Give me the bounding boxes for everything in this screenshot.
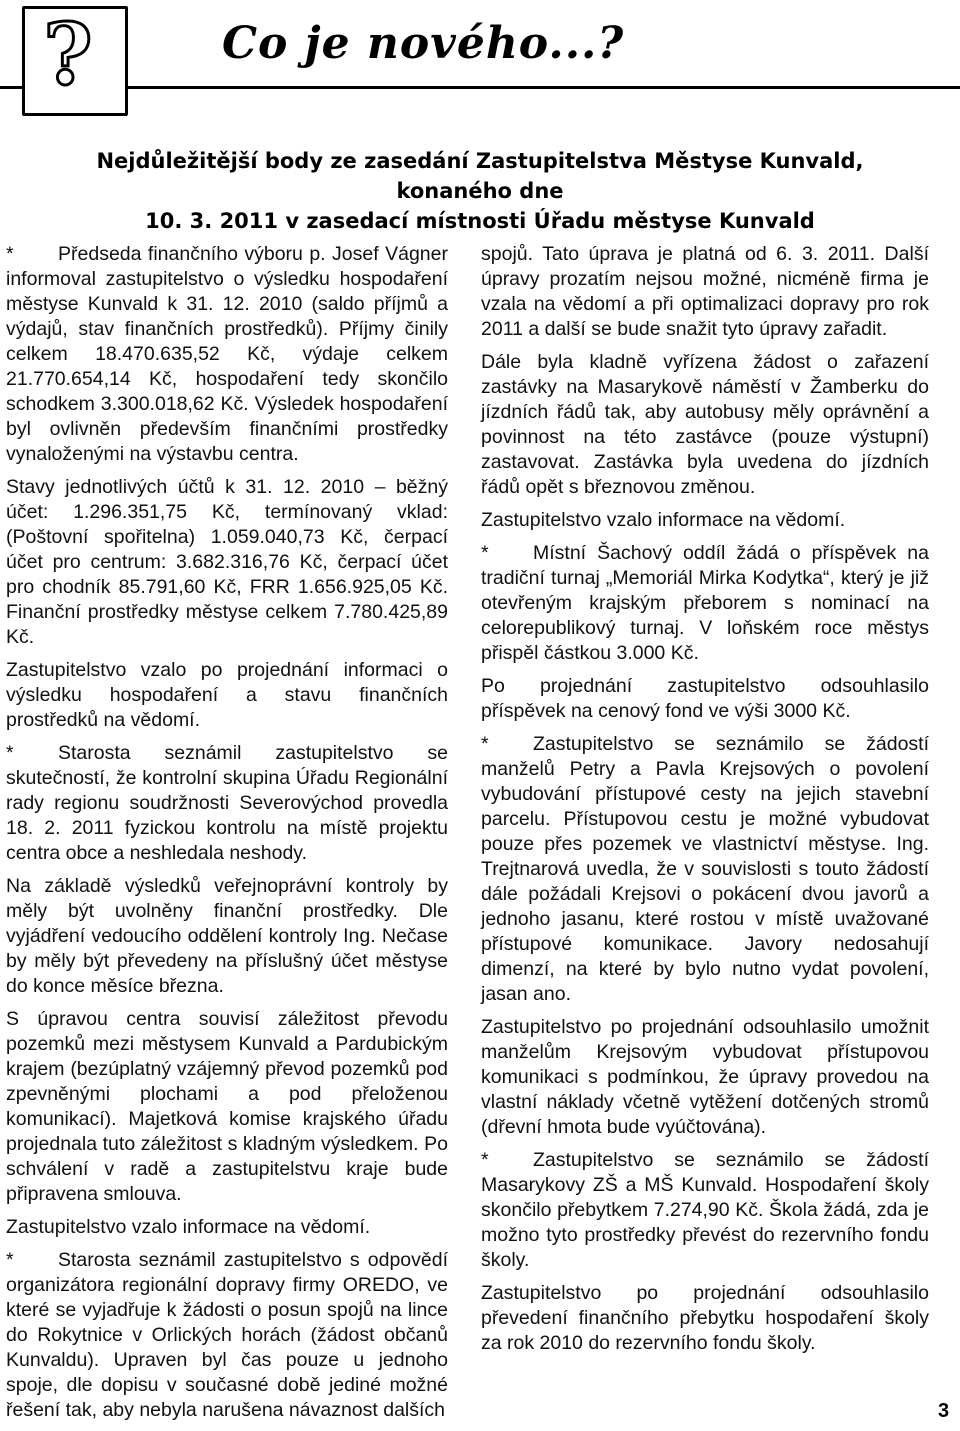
bullet-star-icon: * — [6, 243, 14, 265]
paragraph — [6, 874, 448, 999]
paragraph-text: Místní Šachový oddíl žádá o příspěvek na tradiční turnaj „Memoriál Mirka Kodytka“, který je již otevřeným krajským přeborem s nominací na celorepublikový turnaj. V loňském roce městys přispěl částkou 3.000 Kč. — [481, 542, 929, 664]
paragraph — [481, 1148, 929, 1273]
paragraph-text: Zastupitelstvo vzalo informace na vědomí. — [481, 509, 846, 531]
paragraph-text: Zastupitelstvo vzalo informace na vědomí. — [6, 1216, 371, 1238]
paragraph-text: Starosta seznámil zastupitelstvo s odpovědí organizátora regionální dopravy firmy OREDO, ve které se vyjadřuje k žádosti o posun spojů na lince do Rokytnice v Orlických horách (žádost občanů Kunvaldu). Upraven byl čas pouze u jednoho spoje, dle dopisu v současné době jediné možné řešení tak, aby nebyla narušena návaznost dalších — [6, 1249, 448, 1421]
bullet-star-icon: * — [6, 742, 14, 764]
article-headline — [40, 146, 920, 236]
bullet-star-icon: * — [481, 542, 489, 564]
headline-line-1: Nejdůležitější body ze zasedání Zastupitelstva Městyse Kunvald, konaného dne — [96, 149, 864, 203]
paragraph-text: Zastupitelstvo se seznámilo se žádostí manželů Petry a Pavla Krejsových o povolení vybudování přístupové cesty na jejich stavební parcelu. Přístupovou cestu je možné vybudovat pouze přes pozemek ve vlastnictví městyse. Ing. Trejtnarová uvedla, že v souvislosti s touto žádostí dále požádali Krejsovi o pokácení dvou javorů a jednoho jasanu, které rostou v místě uvažované přístupové komunikace. Javory nedosahují dimenzí, na které by bylo nutno vydat povolení, jasan ano. — [481, 733, 929, 1005]
paragraph-text: Předseda finančního výboru p. Josef Vágner informoval zastupitelstvo o výsledku hospodaření městyse Kunvald k 31. 12. 2010 (saldo příjmů a výdajů, stav finančních prostředků). Příjmy činily celkem 18.470.635,52 Kč, výdaje celkem 21.770.654,14 Kč, hospodaření tedy skončilo schodkem 3.300.018,62 Kč. Výsledek hospodaření byl ovlivněn především finančními prostředky vynaloženými na výstavbu centra. — [6, 243, 448, 465]
paragraph-text: Dále byla kladně vyřízena žádost o zařazení zastávky na Masarykově náměstí v Žamberku do jízdních řádů tak, aby autobusy měly oprávnění a povinnost na této zastávce (pouze výstupní) zastavovat. Zastávka byla uvedena do jízdních řádů opět s březnovou změnou. — [481, 351, 929, 498]
paragraph — [481, 674, 929, 724]
paragraph — [481, 732, 929, 1007]
paragraph — [6, 741, 448, 866]
paragraph — [6, 1007, 448, 1207]
paragraph — [481, 242, 929, 342]
header-rule-left — [0, 86, 22, 89]
section-title: Co je nového...? — [222, 18, 625, 69]
paragraph — [481, 350, 929, 500]
paragraph — [6, 1248, 448, 1423]
headline-line-2: 10. 3. 2011 v zasedací místnosti Úřadu městyse Kunvald — [145, 209, 815, 233]
left-column — [6, 242, 448, 1431]
paragraph — [481, 1281, 929, 1356]
paragraph-text: Zastupitelstvo se seznámilo se žádostí Masarykovy ZŠ a MŠ Kunvald. Hospodaření školy skončilo přebytkem 7.274,90 Kč. Škola žádá, zda je možno tyto prostředky převést do rezervního fondu školy. — [481, 1149, 929, 1271]
paragraph — [6, 1215, 448, 1240]
bullet-star-icon: * — [6, 1249, 14, 1271]
paragraph-text: S úpravou centra souvisí záležitost převodu pozemků mezi městysem Kunvald a Pardubickým krajem (bezúplatný vzájemný převod pozemků pod zpevněnými plochami a pod přeloženou komunikací). Majetková komise krajského úřadu projednala tuto záležitost s kladným výsledkem. Po schválení v radě a zastupitelstvu kraje bude připravena smlouva. — [6, 1008, 448, 1205]
paragraph-text: Zastupitelstvo vzalo po projednání informaci o výsledku hospodaření a stavu finančních prostředků na vědomí. — [6, 659, 448, 731]
header-rule-right — [128, 86, 960, 89]
paragraph-text: Zastupitelstvo po projednání odsouhlasilo umožnit manželům Krejsovým vybudovat přístupovou komunikaci s podmínkou, že úpravy provedou na vlastní náklady včetně vytěžení dotčených stromů (dřevní hmota bude vyúčtována). — [481, 1016, 929, 1138]
paragraph — [6, 242, 448, 467]
bullet-star-icon: * — [481, 1149, 489, 1171]
question-mark-icon: ? — [43, 4, 93, 104]
right-column — [481, 242, 929, 1364]
paragraph-text: Po projednání zastupitelstvo odsouhlasilo příspěvek na cenový fond ve výši 3000 Kč. — [481, 675, 929, 722]
paragraph-text: Stavy jednotlivých účtů k 31. 12. 2010 – běžný účet: 1.296.351,75 Kč, termínovaný vklad: (Poštovní spořitelna) 1.059.040,73 Kč, čerpací účet pro centrum: 3.682.316,76 Kč, čerpací účet pro chodník 85.791,60 Kč, FRR 1.656.925,05 Kč. Finanční prostředky městyse celkem 7.780.425,89 Kč. — [6, 476, 448, 648]
paragraph-text: Na základě výsledků veřejnoprávní kontroly by měly být uvolněny finanční prostředky. Dle vyjádření vedoucího oddělení kontroly Ing. Nečase by měly být převedeny na příslušný účet městyse do konce měsíce března. — [6, 875, 448, 997]
paragraph-text: Starosta seznámil zastupitelstvo se skutečností, že kontrolní skupina Úřadu Regionální rady regionu soudržnosti Severovýchod provedla 18. 2. 2011 fyzickou kontrolu na místě projektu centra obce a neshledala neshody. — [6, 742, 448, 864]
paragraph — [481, 1015, 929, 1140]
paragraph — [6, 475, 448, 650]
page-number: 3 — [938, 1400, 950, 1422]
paragraph — [6, 658, 448, 733]
paragraph — [481, 541, 929, 666]
bullet-star-icon: * — [481, 733, 489, 755]
paragraph-text: spojů. Tato úprava je platná od 6. 3. 2011. Další úpravy prozatím nejsou možné, nicméně firma je vzala na vědomí a při optimalizaci dopravy pro rok 2011 a další se bude snažit tyto úpravy zařadit. — [481, 243, 929, 340]
paragraph-text: Zastupitelstvo po projednání odsouhlasilo převedení finančního přebytku hospodaření školy za rok 2010 do rezervního fondu školy. — [481, 1282, 929, 1354]
paragraph — [481, 508, 929, 533]
